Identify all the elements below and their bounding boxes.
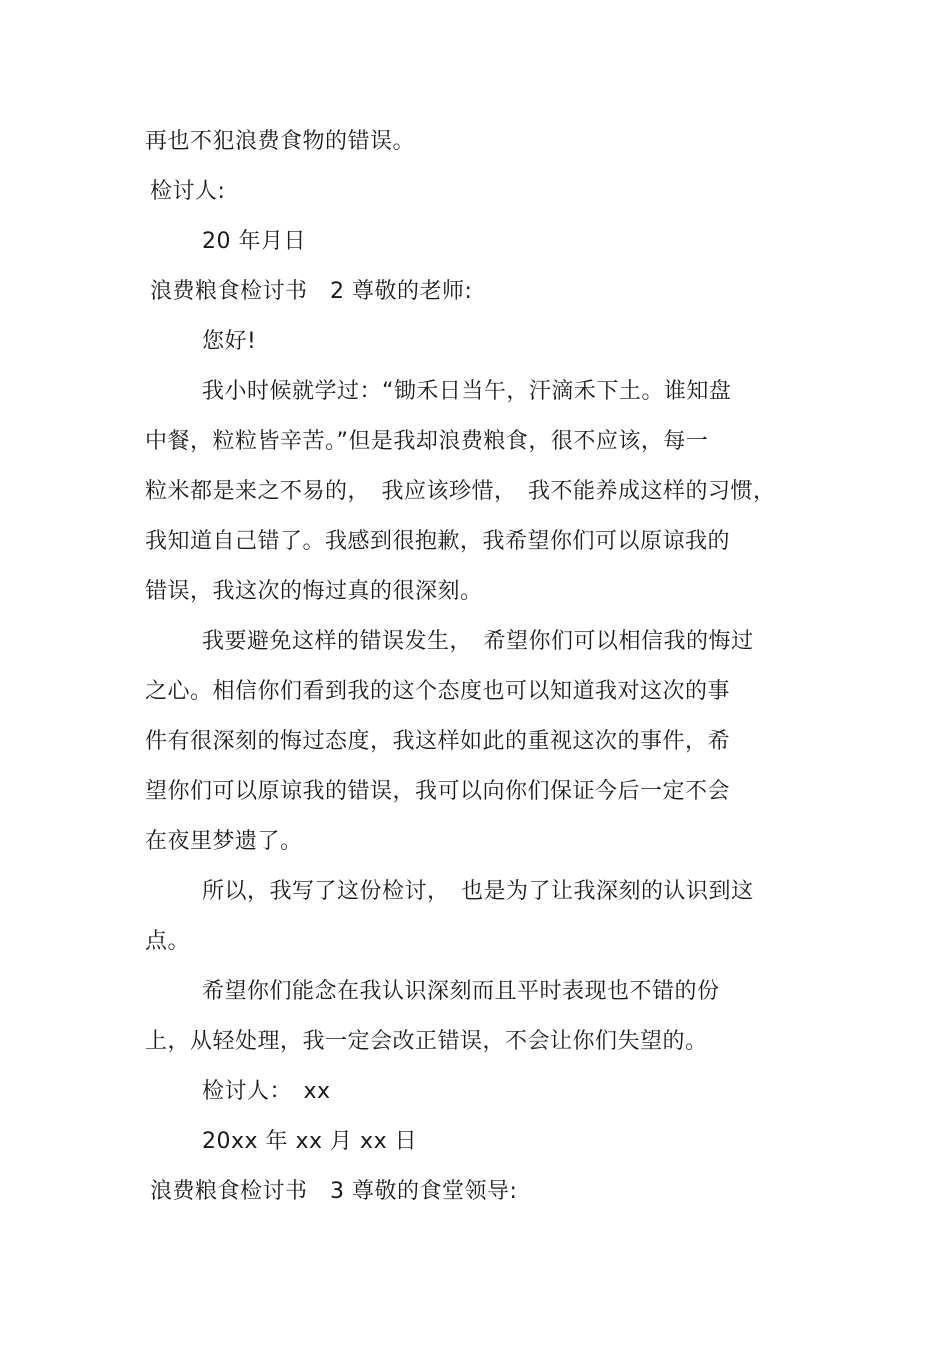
paragraph-line: 上，从轻处理，我一定会改正错误，不会让你们失望的。 — [145, 1029, 708, 1054]
paragraph-line: 我要避免这样的错误发生， 希望你们可以相信我的悔过 — [202, 629, 754, 654]
paragraph-line: 我知道自己错了。我感到很抱歉，我希望你们可以原谅我的 — [145, 529, 731, 554]
paragraph-line: 之心。相信你们看到我的这个态度也可以知道我对这次的事 — [145, 679, 731, 704]
section-heading: 浪费粮食检讨书 2 尊敬的老师: — [150, 279, 473, 304]
section-heading: 浪费粮食检讨书 3 尊敬的食堂领导: — [150, 1179, 518, 1204]
paragraph-line: 我小时候就学过：“锄禾日当午，汗滴禾下土。谁知盘 — [202, 379, 732, 404]
paragraph-line: 错误，我这次的悔过真的很深刻。 — [145, 579, 483, 604]
date-line: 20xx 年 xx 月 xx 日 — [202, 1129, 418, 1154]
paragraph-line: 在夜里梦遗了。 — [145, 829, 303, 854]
greeting: 您好! — [202, 329, 257, 354]
paragraph-line: 希望你们能念在我认识深刻而且平时表现也不错的份 — [202, 979, 720, 1004]
paragraph-line: 望你们可以原谅我的错误，我可以向你们保证今后一定不会 — [145, 779, 731, 804]
text-line: 再也不犯浪费食物的错误。 — [145, 129, 416, 154]
paragraph-line: 中餐，粒粒皆辛苦。”但是我却浪费粮食，很不应该，每一 — [145, 429, 709, 454]
date-line: 20 年月日 — [202, 229, 306, 254]
signature-line: 检讨人： xx — [202, 1079, 331, 1104]
paragraph-line: 所以，我写了这份检讨， 也是为了让我深刻的认识到这 — [202, 879, 754, 904]
paragraph-line: 粒米都是来之不易的， 我应该珍惜， 我不能养成这样的习惯， — [145, 479, 776, 504]
paragraph-line: 点。 — [145, 929, 191, 954]
paragraph-line: 件有很深刻的悔过态度，我这样如此的重视这次的事件，希 — [145, 729, 731, 754]
signature-label: 检讨人: — [150, 179, 226, 204]
